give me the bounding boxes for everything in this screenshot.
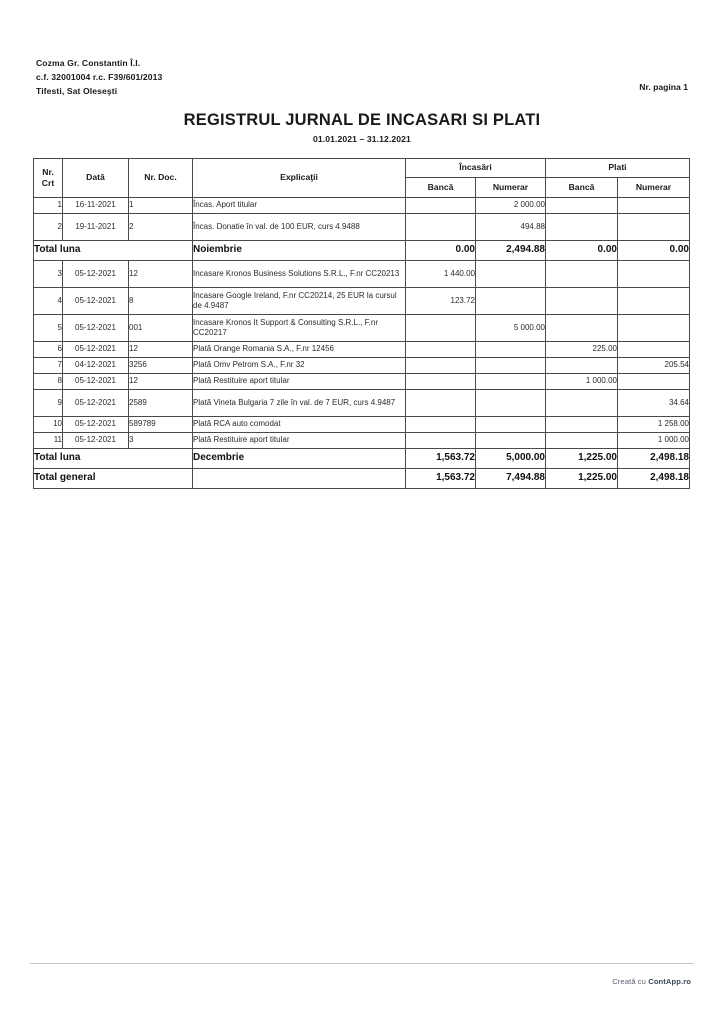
total-incasari-numerar: 5,000.00	[476, 449, 546, 469]
total-plati-banca: 0.00	[546, 241, 618, 261]
cell-incasari-banca	[406, 315, 476, 342]
cell-incasari-banca: 123.72	[406, 288, 476, 315]
total-incasari-numerar: 2,494.88	[476, 241, 546, 261]
total-incasari-numerar: 7,494.88	[476, 469, 546, 489]
cell-incasari-banca	[406, 214, 476, 241]
cell-nr-crt: 5	[34, 315, 63, 342]
cell-nr-crt: 9	[34, 390, 63, 417]
cell-explicatie: Plată Restituire aport titular	[193, 433, 406, 449]
table-header-row-1	[34, 159, 690, 178]
cell-incasari-numerar	[476, 417, 546, 433]
total-plati-banca: 1,225.00	[546, 449, 618, 469]
cell-plati-numerar	[618, 342, 690, 358]
cell-incasari-banca	[406, 198, 476, 214]
column-header-data: Dată	[63, 159, 129, 198]
cell-date: 05-12-2021	[63, 261, 129, 288]
cell-date: 16-11-2021	[63, 198, 129, 214]
cell-nr-doc: 001	[129, 315, 193, 342]
column-header-nr-doc: Nr. Doc.	[129, 159, 193, 198]
cell-date: 05-12-2021	[63, 433, 129, 449]
cell-incasari-numerar	[476, 374, 546, 390]
column-group-header-incasari: Încasări	[406, 159, 546, 178]
total-month: Decembrie	[193, 449, 406, 469]
cell-explicatie: Plată Vineta Bulgaria 7 zile în val. de 7 EUR, curs 4.9487	[193, 390, 406, 417]
cell-date: 19-11-2021	[63, 214, 129, 241]
cell-incasari-banca	[406, 390, 476, 417]
cell-nr-doc: 12	[129, 342, 193, 358]
cell-explicatie: Incasare Kronos It Support & Consulting S.R.L., F.nr CC20217	[193, 315, 406, 342]
column-header-incasari-numerar: Numerar	[476, 178, 546, 198]
table-row	[34, 433, 690, 449]
cell-explicatie: Plată RCA auto comodat	[193, 417, 406, 433]
cell-nr-doc: 1	[129, 198, 193, 214]
cell-explicatie: Plată Orange Romania S.A., F.nr 12456	[193, 342, 406, 358]
table-row	[34, 288, 690, 315]
cell-explicatie: Incasare Kronos Business Solutions S.R.L., F.nr CC20213	[193, 261, 406, 288]
cell-plati-banca: 1 000.00	[546, 374, 618, 390]
cell-plati-numerar	[618, 288, 690, 315]
cell-nr-crt: 10	[34, 417, 63, 433]
nr-crt-line-1: Nr.	[42, 166, 54, 177]
cell-date: 05-12-2021	[63, 288, 129, 315]
cell-plati-banca	[546, 214, 618, 241]
cell-nr-doc: 589789	[129, 417, 193, 433]
cell-incasari-banca	[406, 417, 476, 433]
cell-plati-numerar	[618, 261, 690, 288]
total-plati-numerar: 2,498.18	[618, 449, 690, 469]
cell-plati-banca	[546, 315, 618, 342]
total-plati-banca: 1,225.00	[546, 469, 618, 489]
cell-nr-crt: 2	[34, 214, 63, 241]
total-month: Noiembrie	[193, 241, 406, 261]
total-row-general	[34, 469, 690, 489]
cell-explicatie: Plată Omv Petrom S.A., F.nr 32	[193, 358, 406, 374]
total-row-noiembrie	[34, 241, 690, 261]
cell-incasari-banca	[406, 342, 476, 358]
cell-date: 05-12-2021	[63, 374, 129, 390]
cell-plati-numerar: 34.64	[618, 390, 690, 417]
cell-plati-numerar: 1 000.00	[618, 433, 690, 449]
cell-incasari-numerar	[476, 390, 546, 417]
table-row	[34, 342, 690, 358]
total-label: Total general	[34, 469, 193, 489]
total-incasari-banca: 1,563.72	[406, 449, 476, 469]
column-header-nr-crt	[34, 159, 63, 198]
cell-nr-crt: 1	[34, 198, 63, 214]
title-block	[0, 110, 724, 144]
cell-plati-banca	[546, 433, 618, 449]
cell-nr-crt: 11	[34, 433, 63, 449]
table-row	[34, 198, 690, 214]
table-head	[34, 159, 690, 198]
table-row	[34, 358, 690, 374]
total-label: Total luna	[34, 241, 193, 261]
company-info-block	[36, 56, 688, 99]
cell-nr-doc: 2	[129, 214, 193, 241]
cell-incasari-banca: 1 440.00	[406, 261, 476, 288]
table-row	[34, 261, 690, 288]
cell-nr-doc: 12	[129, 374, 193, 390]
cell-plati-banca	[546, 390, 618, 417]
cell-explicatie: Încas. Donatie în val. de 100 EUR, curs 4.9488	[193, 214, 406, 241]
total-plati-numerar: 2,498.18	[618, 469, 690, 489]
cell-explicatie: Incasare Google Ireland, F.nr CC20214, 25 EUR la cursul de 4.9487	[193, 288, 406, 315]
cell-nr-crt: 7	[34, 358, 63, 374]
total-label: Total luna	[34, 449, 193, 469]
column-group-header-plati: Plati	[546, 159, 690, 178]
table-row	[34, 315, 690, 342]
cell-plati-numerar	[618, 374, 690, 390]
journal-table-wrapper	[33, 158, 689, 489]
footer-credit	[612, 977, 691, 986]
cell-incasari-numerar: 5 000.00	[476, 315, 546, 342]
cell-nr-crt: 8	[34, 374, 63, 390]
cell-incasari-numerar: 2 000.00	[476, 198, 546, 214]
report-period: 01.01.2021 – 31.12.2021	[313, 134, 411, 144]
total-row-decembrie	[34, 449, 690, 469]
cell-plati-banca	[546, 288, 618, 315]
cell-plati-numerar: 205.54	[618, 358, 690, 374]
column-header-plati-numerar: Numerar	[618, 178, 690, 198]
cell-plati-numerar	[618, 214, 690, 241]
cell-nr-crt: 6	[34, 342, 63, 358]
cell-date: 05-12-2021	[63, 342, 129, 358]
table-row	[34, 417, 690, 433]
company-registration: c.f. 32001004 r.c. F39/601/2013	[36, 72, 163, 83]
cell-incasari-banca	[406, 433, 476, 449]
nr-crt-line-2: Crt	[41, 178, 55, 188]
page-title: REGISTRUL JURNAL DE INCASARI SI PLATI	[183, 111, 541, 129]
cell-nr-doc: 3	[129, 433, 193, 449]
cell-nr-crt: 3	[34, 261, 63, 288]
cell-nr-doc: 12	[129, 261, 193, 288]
cell-plati-numerar: 1 258.00	[618, 417, 690, 433]
cell-nr-crt: 4	[34, 288, 63, 315]
table-row	[34, 390, 690, 417]
cell-explicatie: Încas. Aport titular	[193, 198, 406, 214]
cell-plati-numerar	[618, 315, 690, 342]
total-plati-numerar: 0.00	[618, 241, 690, 261]
cell-date: 05-12-2021	[63, 315, 129, 342]
total-incasari-banca: 0.00	[406, 241, 476, 261]
cell-incasari-numerar	[476, 261, 546, 288]
cell-nr-doc: 8	[129, 288, 193, 315]
company-name: Cozma Gr. Constantin Î.I.	[36, 58, 141, 68]
total-month	[193, 469, 406, 489]
column-header-explicatii: Explicaţii	[193, 159, 406, 198]
company-address: Tifesti, Sat Oleseşti	[36, 86, 118, 97]
cell-explicatie: Plată Restituire aport titular	[193, 374, 406, 390]
cell-plati-banca: 225.00	[546, 342, 618, 358]
cell-nr-doc: 3256	[129, 358, 193, 374]
cell-nr-doc: 2589	[129, 390, 193, 417]
cell-incasari-banca	[406, 374, 476, 390]
table-row	[34, 374, 690, 390]
column-header-plati-banca: Bancă	[546, 178, 618, 198]
cell-plati-numerar	[618, 198, 690, 214]
cell-incasari-numerar	[476, 358, 546, 374]
page-number-label: Nr. pagina 1	[639, 82, 688, 92]
cell-date: 04-12-2021	[63, 358, 129, 374]
cell-date: 05-12-2021	[63, 390, 129, 417]
cell-incasari-numerar: 494.88	[476, 214, 546, 241]
footer-credit-prefix: Creată cu	[612, 977, 649, 986]
cell-incasari-banca	[406, 358, 476, 374]
table-body	[34, 198, 690, 489]
cell-incasari-numerar	[476, 288, 546, 315]
table-row	[34, 214, 690, 241]
cell-plati-banca	[546, 417, 618, 433]
column-header-incasari-banca: Bancă	[406, 178, 476, 198]
footer-divider	[30, 963, 694, 964]
cell-plati-banca	[546, 358, 618, 374]
journal-table	[33, 158, 690, 489]
cell-incasari-numerar	[476, 433, 546, 449]
cell-plati-banca	[546, 261, 618, 288]
cell-date: 05-12-2021	[63, 417, 129, 433]
document-header	[36, 56, 688, 102]
total-incasari-banca: 1,563.72	[406, 469, 476, 489]
footer-credit-brand[interactable]: ContApp.ro	[648, 977, 691, 986]
cell-plati-banca	[546, 198, 618, 214]
cell-incasari-numerar	[476, 342, 546, 358]
